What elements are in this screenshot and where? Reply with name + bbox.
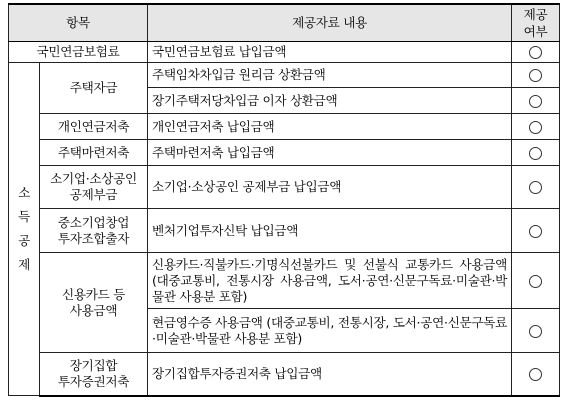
- circle-icon: [529, 368, 542, 381]
- provided-mark: [512, 253, 560, 309]
- header-provided: [512, 4, 560, 42]
- circle-icon: [529, 95, 542, 108]
- table-row: [9, 209, 560, 253]
- content-housing-savings: 주택마련저축 납입금액: [148, 140, 512, 166]
- content-venture-investment: 벤처기업투자신탁 납입금액: [148, 209, 512, 253]
- item-long-term-fund-text: 장기집합 투자증권저축: [57, 357, 130, 389]
- header-content: 제공자료 내용: [148, 4, 512, 42]
- provided-mark: [512, 166, 560, 209]
- provided-mark: [512, 114, 560, 140]
- item-housing-savings: 주택마련저축: [40, 140, 148, 166]
- item-small-business: [40, 166, 148, 209]
- circle-icon: [529, 69, 542, 82]
- provided-mark: [512, 63, 560, 88]
- item-personal-pension: 개인연금저축: [40, 114, 148, 140]
- provided-mark: [512, 353, 560, 396]
- provided-mark: [512, 309, 560, 353]
- content-personal-pension: 개인연금저축 납입금액: [148, 114, 512, 140]
- group-label-income-deduction: [9, 63, 40, 396]
- provided-mark: [512, 209, 560, 253]
- provided-mark: [512, 42, 560, 63]
- table-row: [9, 42, 560, 63]
- item-long-term-fund: [40, 353, 148, 396]
- circle-icon: [529, 325, 542, 338]
- content-housing-funds-1: 주택임차차입금 원리금 상환금액: [148, 63, 512, 88]
- circle-icon: [529, 275, 542, 288]
- table-row: [9, 140, 560, 166]
- item-venture-investment-text: 중소기업창업 투자조합출자: [57, 214, 130, 246]
- circle-icon: [529, 181, 542, 194]
- header-provided-text: 제공 여부: [523, 7, 548, 39]
- table-row: [9, 253, 560, 309]
- circle-icon: [529, 121, 542, 134]
- content-pension-insurance: 국민연금보험료 납입금액: [148, 42, 512, 63]
- header-item: 항목: [9, 4, 148, 42]
- provided-mark: [512, 140, 560, 166]
- table-row: [9, 114, 560, 140]
- content-housing-funds-2: 장기주택저당차입금 이자 상환금액: [148, 88, 512, 114]
- provided-mark: [512, 88, 560, 114]
- circle-icon: [529, 46, 542, 59]
- circle-icon: [529, 147, 542, 160]
- content-small-business: 소기업·소상공인 공제부금 납입금액: [148, 166, 512, 209]
- table-header-row: [9, 4, 560, 42]
- group-label-text: 소 득 공 제: [18, 185, 30, 272]
- item-small-business-text: 소기업·소상공인 공제부금: [50, 171, 137, 202]
- content-card-usage-1: 신용카드·직불카드·기명식선불카드 및 선불식 교통카드 사용금액 (대중교통비, 전통시장 사용금액, 도서·공연·신문구독료·미술관·박물관 사용분 포함): [148, 253, 512, 309]
- table-row: [9, 63, 560, 88]
- item-card-usage: [40, 253, 148, 353]
- item-venture-investment: [40, 209, 148, 253]
- content-card-usage-2: 현금영수증 사용금액 (대중교통비, 전통시장, 도서·공연·신문구독료·미술관·박물관 사용분 포함): [148, 309, 512, 353]
- table-row: [9, 353, 560, 396]
- circle-icon: [529, 225, 542, 238]
- item-housing-funds: 주택자금: [40, 63, 148, 114]
- deduction-data-table: [8, 3, 560, 397]
- item-card-usage-text: 신용카드 등 사용금액: [61, 286, 126, 318]
- content-long-term-fund: 장기집합투자증권저축 납입금액: [148, 353, 512, 396]
- item-pension-insurance: 국민연금보험료: [9, 42, 148, 63]
- table-row: [9, 166, 560, 209]
